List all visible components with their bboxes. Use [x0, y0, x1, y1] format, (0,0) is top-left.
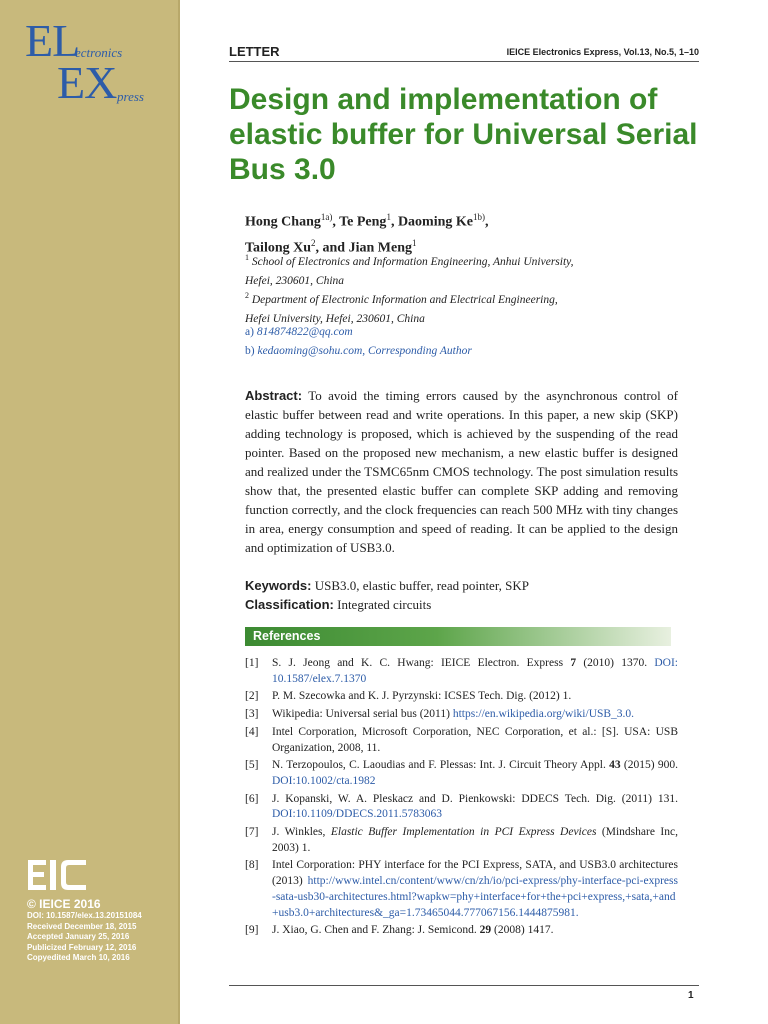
reference-link[interactable]: DOI:10.1002/cta.1982 — [272, 774, 376, 787]
logo-el: EL — [25, 15, 80, 66]
accepted-date: Accepted January 25, 2016 — [27, 932, 130, 941]
classification-text: Integrated circuits — [337, 597, 432, 612]
email-b[interactable]: b) kedaoming@sohu.com, Corresponding Author — [245, 345, 472, 357]
logo-press: press — [117, 89, 144, 104]
reference-link[interactable]: http://www.intel.cn/content/www/cn/zh/io/pci-express/phy-interface-pci-express-sata-usb30-architectures.html?wapkw=phy+interface+for+the+pci+express,+sata,+and+usb3.0+architectures&_ga=1.73465044.777067156.1444875981. — [272, 875, 678, 919]
affiliation-2: $^2$ Department of Electronic Information and Electrical Engineering, Hefei University, Hefei, 230601, China — [245, 291, 558, 325]
author-sup: 1a) — [320, 212, 333, 222]
author-name: Jian Meng — [348, 240, 412, 256]
author-list: Hong Chang$^{1a)}$, Te Peng$^1$, Daoming $Ke^{1b)}$, Tailong Xu$^2$, and Jian Meng$^1$ — [245, 212, 489, 256]
copyright: © IEICE 2016 — [27, 897, 101, 911]
reference-item: [4] Intel Corporation, Microsoft Corporation, NEC Corporation, et al.: [S]. USA: USB Organization, 2008, 11. — [245, 725, 678, 754]
reference-item: [8] Intel Corporation: PHY interface for the PCI Express, SATA, and USB3.0 architectures (2013) http://www.intel.cn/content/www/cn/zh/io/pci-express/phy-interface-pci-express-sata-usb30-architectures.html?wapkw=phy+interface+for+the+pci+express,+sata,+and+usb3.0+architectures&_ga=1.73465044.777067156.1444875981. — [245, 859, 678, 919]
publication-info — [27, 897, 177, 964]
classification — [245, 595, 678, 614]
email-link-a[interactable]: 814874822@qq.com — [256, 326, 353, 338]
author-sup: 2 — [311, 237, 316, 248]
reference-link[interactable]: DOI: 10.1587/elex.7.1370 — [272, 657, 678, 685]
references-heading: References — [245, 627, 671, 646]
reference-item: [3] Wikipedia: Universal serial bus (2011) https://en.wikipedia.org/wiki/USB_3.0. — [245, 708, 635, 721]
page-header — [229, 44, 699, 62]
keywords-text: USB3.0, elastic buffer, read pointer, SKP — [314, 578, 529, 593]
reference-item: [5] N. Terzopoulos, C. Laoudias and F. Plessas: Int. J. Circuit Theory Appl. 43 (2015) 900. DOI:10.1002/cta.1982 — [245, 759, 678, 787]
author-name: Hong Chang — [245, 214, 321, 230]
page-number: 1 — [688, 990, 694, 1001]
abstract-label: Abstract: — [245, 388, 303, 403]
reference-list — [245, 656, 678, 941]
reference-item: [9] J. Xiao, G. Chen and F. Zhang: J. Semicond. 29 (2008) 1417. — [245, 924, 554, 937]
email-link-b[interactable]: kedaoming@sohu.com, Corresponding Author — [257, 345, 472, 357]
doi: DOI: 10.1587/elex.13.20151084 — [27, 911, 142, 920]
affiliation-1: $^1$ School of Electronics and Information Engineering, Anhui University, Hefei, 230601, China — [245, 253, 574, 287]
email-a[interactable]: a) 814874822@qq.com — [245, 326, 353, 338]
received-date: Received December 18, 2015 — [27, 921, 137, 931]
logo-ectronics: ectronics — [75, 45, 123, 60]
keywords-label: Keywords: — [245, 578, 312, 593]
author-name: Te Peng — [339, 214, 387, 230]
paper-title: Design and implementation of elastic buffer for Universal Serial Bus 3.0 — [229, 83, 698, 186]
author-sup: 1 — [411, 237, 417, 248]
article-type: LETTER — [229, 44, 280, 59]
sidebar — [0, 0, 178, 1024]
author-name: Tailong Xu — [245, 240, 312, 256]
classification-label: Classification: — [245, 597, 334, 612]
eic-logo — [28, 858, 88, 892]
reference-item: [7] J. Winkles, Elastic Buffer Implementation in PCI Express Devices (Mindshare Inc, 2003) 1. — [245, 826, 678, 854]
publicized-date: Publicized February 12, 2016 — [27, 942, 137, 952]
reference-item: [2] P. M. Szecowka and K. J. Pyrzynski: ICSES Tech. Dig. (2012) 1. — [245, 690, 572, 703]
author-name: Daoming Ke — [397, 214, 473, 230]
logo-ex: EX — [57, 57, 117, 108]
reference-link[interactable]: https://en.wikipedia.org/wiki/USB_3.0. — [452, 708, 635, 721]
reference-link[interactable]: DOI:10.1109/DDECS.2011.5783063 — [272, 808, 443, 821]
sidebar-divider — [178, 0, 180, 1024]
keywords — [245, 576, 678, 595]
author-sup: 1b) — [473, 212, 485, 222]
author-sup: 1 — [386, 212, 391, 222]
reference-item: [6] J. Kopanski, W. A. Pleskacz and D. Pienkowski: DDECS Tech. Dig. (2011) 131. DOI:10.1109/DDECS.2011.5783063 — [245, 792, 678, 821]
reference-item: [1] S. J. Jeong and K. C. Hwang: IEICE Electron. Express 7 (2010) 1370. DOI: 10.1587/elex.7.1370 — [245, 657, 678, 685]
copyedited-date: Copyedited March 10, 2016 — [27, 953, 130, 962]
footer-rule — [229, 985, 699, 986]
journal-citation: IEICE Electronics Express, Vol.13, No.5, 1–10 — [506, 47, 699, 57]
abstract-text: To avoid the timing errors caused by the asynchronous control of elastic buffer between read and write operations. In this paper, a new skip (SKP) adding technology is proposed, which is achieved by the suspending of the read pointer. Based on the proposed new mechanism, a new elastic buffer is designed and realized under the TSMC65nm CMOS technology. The post simulation results show that, the presented elastic buffer can complete SKP adding and removing function correctly, and the clock frequencies can reach 500 MHz with tiny changes in area, energy consumption and speed of reading. It can be applied to the design and optimization of USB3.0. — [245, 388, 679, 555]
journal-logo — [25, 15, 165, 108]
abstract — [245, 386, 678, 557]
